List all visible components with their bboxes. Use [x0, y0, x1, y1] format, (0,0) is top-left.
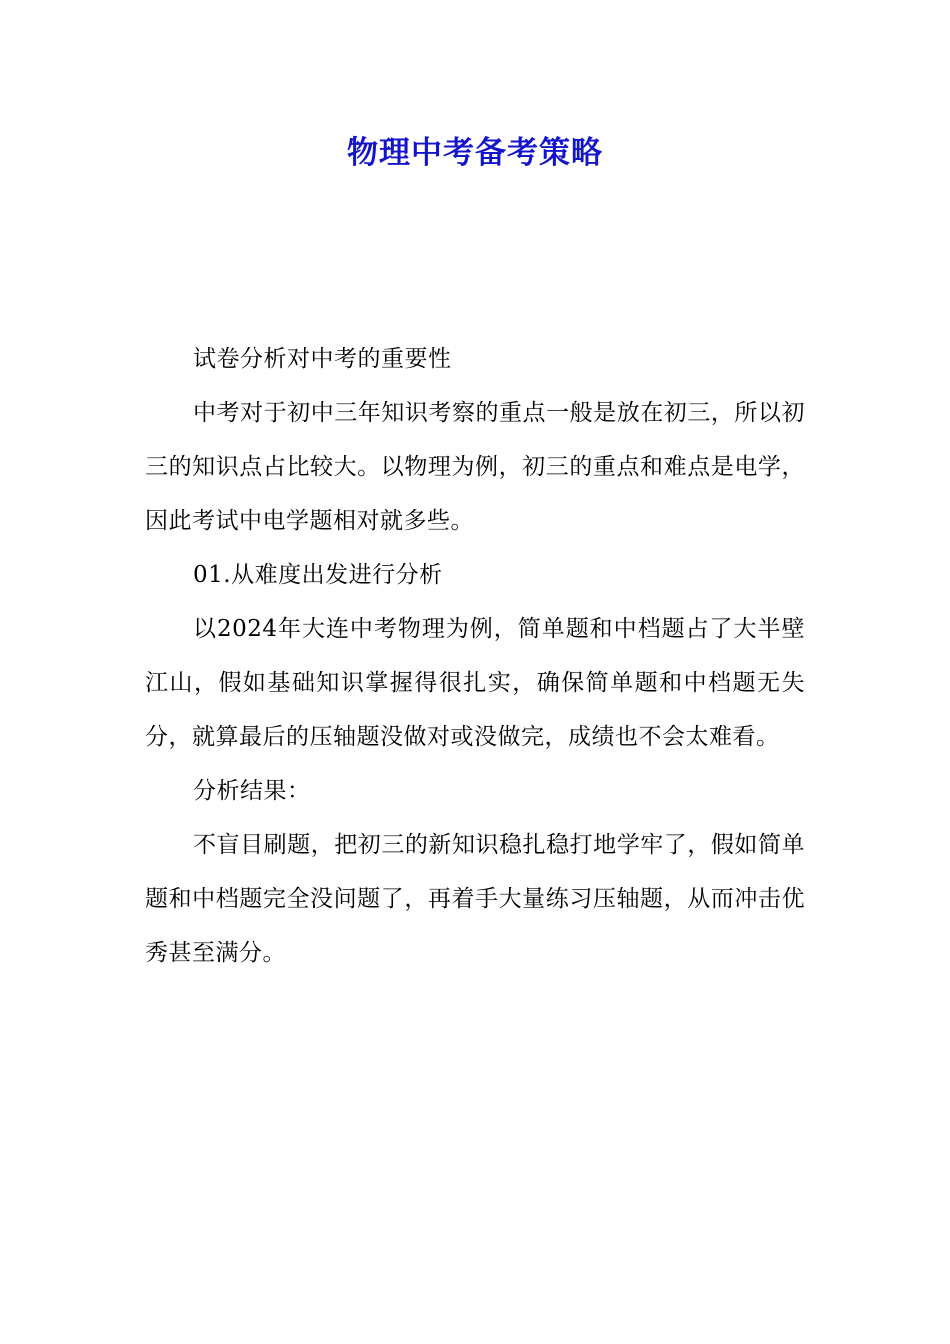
- section-heading-exam-analysis: 试卷分析对中考的重要性: [193, 346, 452, 372]
- document-title: 物理中考备考策略: [347, 135, 603, 171]
- paragraph-intro: 中考对于初中三年知识考察的重点一般是放在初三，所以初三的知识点占比较大。以物理为例，初三的重点和难点是电学，因此考试中电学题相对就多些。: [145, 400, 805, 534]
- section-heading-difficulty: 01.从难度出发进行分析: [193, 562, 443, 588]
- section-heading-results: 分析结果：: [193, 778, 311, 804]
- paragraph-dalian-example: 以2024年大连中考物理为例，简单题和中档题占了大半壁江山，假如基础知识掌握得很扎实，确保简单题和中档题无失分，就算最后的压轴题没做对或没做完，成绩也不会太难看。: [145, 616, 805, 750]
- document-body: [145, 332, 805, 980]
- paragraph-conclusion: 不盲目刷题，把初三的新知识稳扎稳打地学牢了，假如简单题和中档题完全没问题了，再着手大量练习压轴题，从而冲击优秀甚至满分。: [145, 832, 805, 966]
